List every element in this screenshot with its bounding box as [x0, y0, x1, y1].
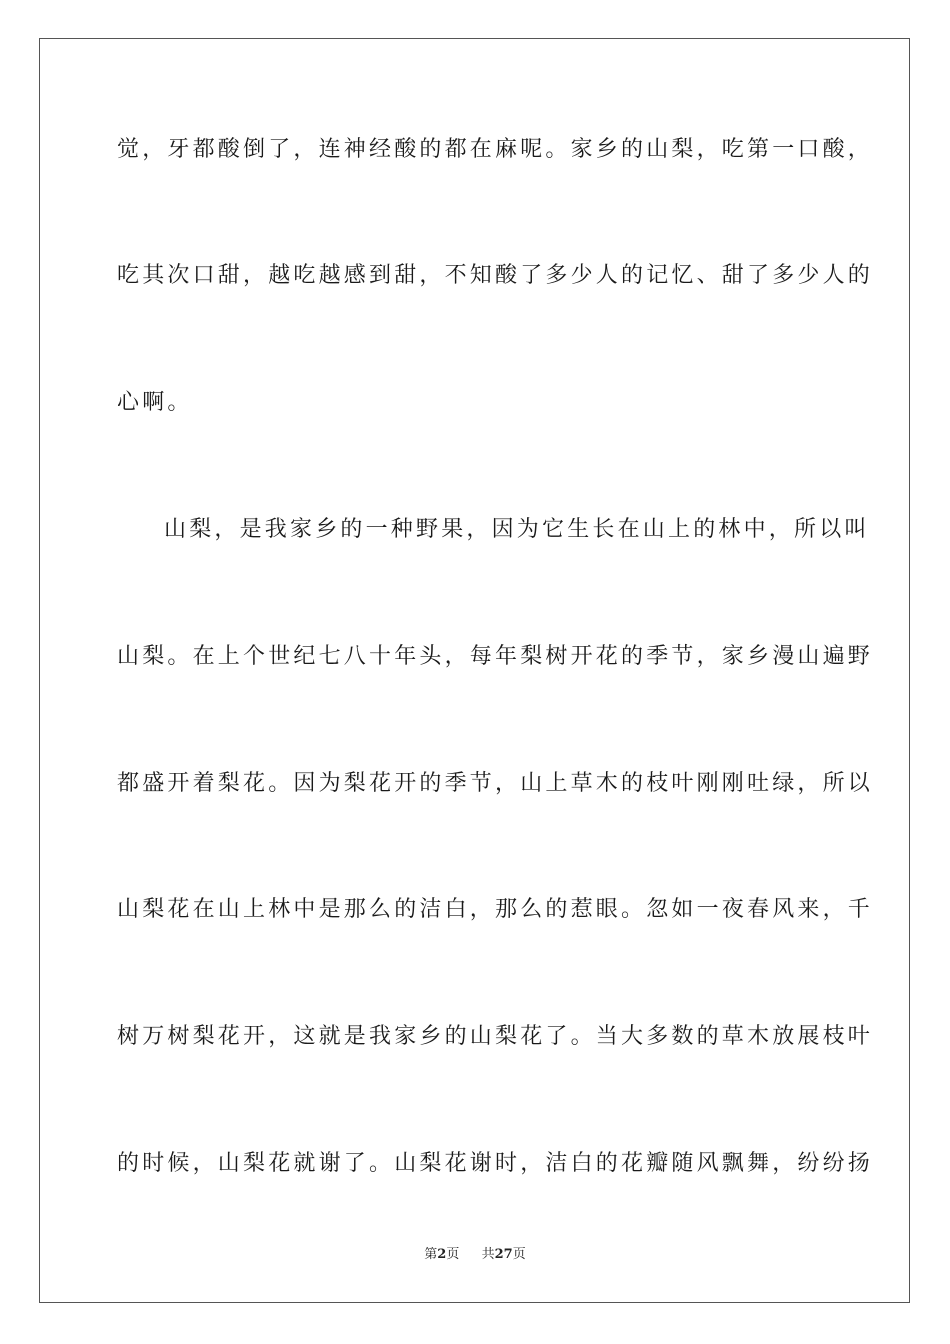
- text-line-9: 的时候，山梨花就谢了。山梨花谢时，洁白的花瓣随风飘舞，纷纷扬: [117, 1151, 874, 1176]
- total-pages: 27: [494, 1247, 513, 1262]
- page-suffix: 页: [446, 1247, 460, 1262]
- text-line-2: 吃其次口甜，越吃越感到甜，不知酸了多少人的记忆、甜了多少人的: [117, 263, 874, 288]
- page-footer: [0, 1246, 950, 1264]
- total-pages-label: [482, 1246, 526, 1264]
- text-line-1: 觉，牙都酸倒了，连神经酸的都在麻呢。家乡的山梨，吃第一口酸，: [117, 137, 874, 162]
- text-line-4-paragraph-start: 山梨，是我家乡的一种野果，因为它生长在山上的林中，所以叫: [164, 517, 870, 542]
- page-number: 2: [437, 1247, 447, 1262]
- page-prefix: 第: [424, 1247, 438, 1262]
- total-suffix: 页: [512, 1247, 526, 1262]
- text-line-3: 心啊。: [117, 390, 193, 415]
- text-line-6: 都盛开着梨花。因为梨花开的季节，山上草木的枝叶刚刚吐绿，所以: [117, 771, 874, 796]
- text-line-5: 山梨。在上个世纪七八十年头，每年梨树开花的季节，家乡漫山遍野: [117, 644, 874, 669]
- text-line-8: 树万树梨花开，这就是我家乡的山梨花了。当大多数的草木放展枝叶: [117, 1024, 874, 1049]
- page-number-label: [424, 1246, 459, 1264]
- total-prefix: 共: [481, 1247, 495, 1262]
- text-line-7: 山梨花在山上林中是那么的洁白，那么的惹眼。忽如一夜春风来，千: [117, 897, 874, 922]
